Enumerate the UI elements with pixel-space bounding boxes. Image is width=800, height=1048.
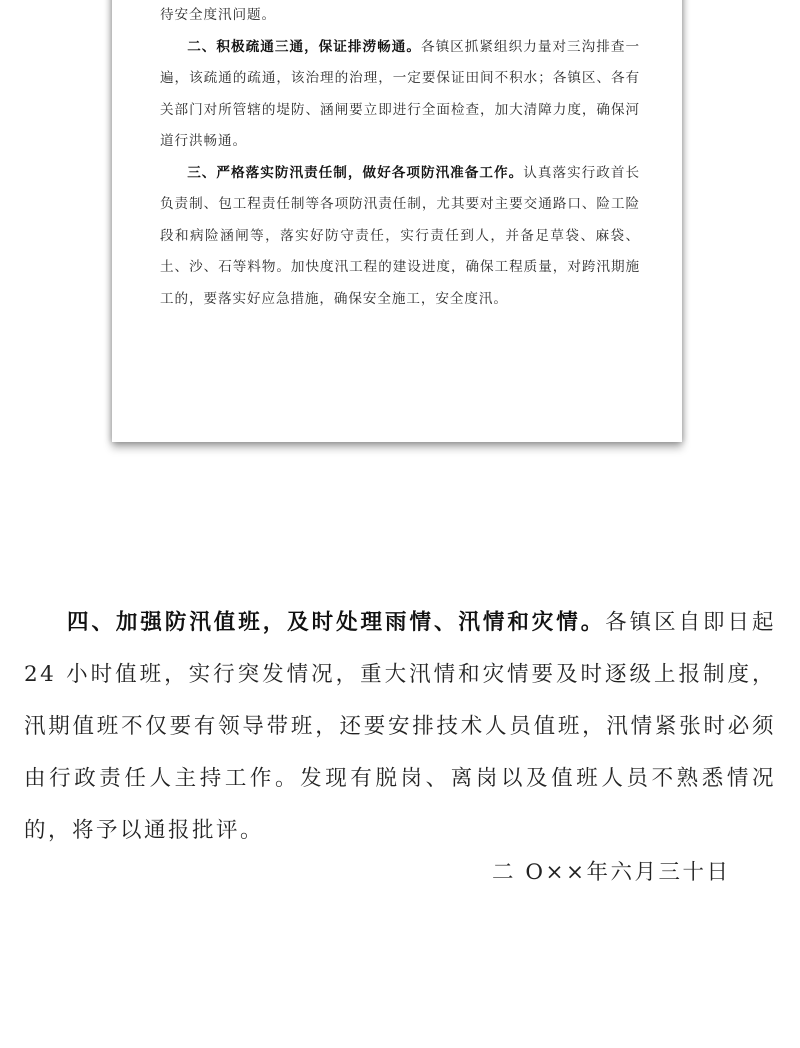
paragraph-item-3 (160, 158, 640, 316)
item-3-heading: 三、严格落实防汛责任制，做好各项防汛准备工作。 (187, 164, 524, 181)
item-3-body: 认真落实行政首长负责制、包工程责任制等各项防汛责任制，尤其要对主要交通路口、险工险段和病险涵闸等，落实好防守责任，实行责任到人，并备足草袋、麻袋、土、沙、石等料物。加快度汛工程的建设进度，确保工程质量，对跨汛期施工的，要落实好应急措施，确保安全施工，安全度汛。 (160, 164, 641, 307)
document-page-preview (112, 0, 682, 442)
main-text-block (24, 597, 776, 857)
item-4-heading: 四、加强防汛值班，及时处理雨情、汛情和灾情。 (67, 610, 606, 635)
previous-paragraph-tail: 待安全度汛问题。 (160, 7, 276, 23)
item-2-body: 各镇区抓紧组织力量对三沟排查一遍，该疏通的疏通，该治理的治理，一定要保证田间不积水；各镇区、各有关部门对所管辖的堤防、涵闸要立即进行全面检查，加大清障力度，确保河道行洪畅通。 (160, 38, 640, 149)
card-text-block (160, 0, 640, 315)
paragraph-item-2 (160, 32, 640, 158)
paragraph-item-4 (24, 597, 776, 857)
item-4-body: 各镇区自即日起 24 小时值班，实行突发情况，重大汛情和灾情要及时逐级上报制度，汛期值班不仅要有领导带班，还要安排技术人员值班，汛情紧张时必须由行政责任人主持工作。发现有脱岗、离岗以及值班人员不熟悉情况的，将予以通报批评。 (24, 610, 776, 843)
item-2-heading: 二、积极疏通三通，保证排涝畅通。 (187, 38, 421, 55)
document-date: 二 O××年六月三十日 (492, 860, 731, 885)
